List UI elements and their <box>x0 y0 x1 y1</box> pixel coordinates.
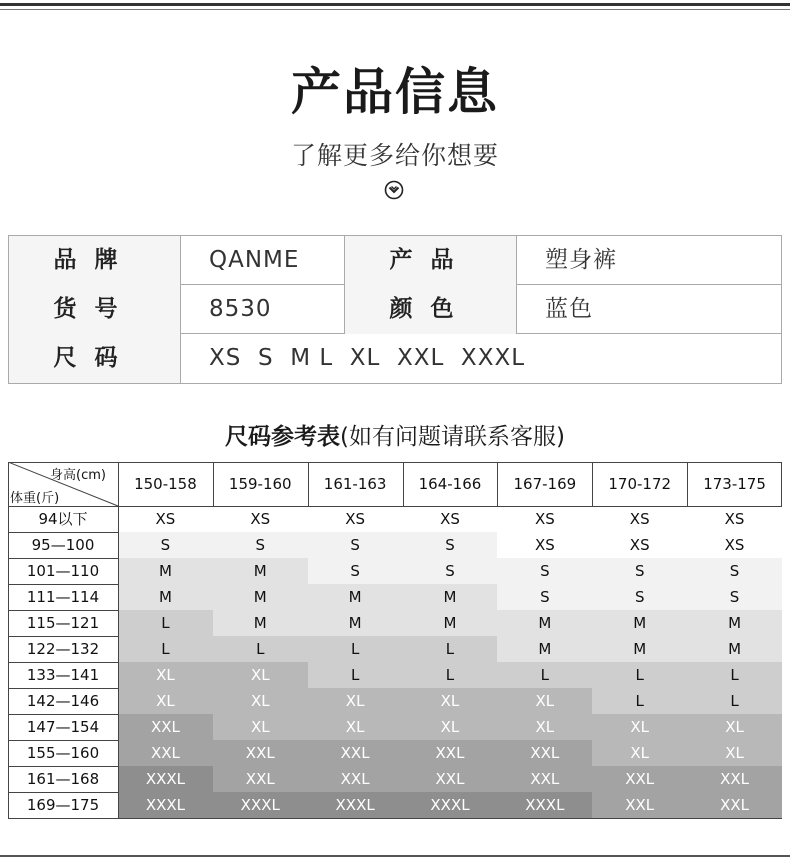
bottom-border <box>0 855 790 857</box>
size-cell: S <box>634 588 645 606</box>
size-cell: S <box>540 562 550 580</box>
size-cell: L <box>540 666 550 684</box>
size-cell: M <box>253 614 267 632</box>
size-cell: XXL <box>530 744 560 762</box>
weight-label: 142—146 <box>26 692 100 710</box>
size-value: XS S M L XL XXL XXXL <box>209 345 526 371</box>
size-cell: M <box>443 614 457 632</box>
size-cell: XXL <box>625 796 655 814</box>
weight-label: 155—160 <box>26 744 100 762</box>
height-header: 167-169 <box>513 475 577 493</box>
weight-label: 111—114 <box>26 588 100 606</box>
size-cell: S <box>445 562 455 580</box>
size-cell: M <box>633 640 647 658</box>
size-cell: XXXL <box>240 796 280 814</box>
size-cell: XS <box>724 510 745 528</box>
size-cell: XL <box>345 718 365 736</box>
size-cell: XL <box>156 666 175 684</box>
height-header: 150-158 <box>134 475 197 493</box>
weight-label: 94以下 <box>38 510 88 528</box>
size-cell: L <box>730 666 739 684</box>
size-cell: M <box>348 614 362 632</box>
size-cell: XL <box>440 692 460 710</box>
size-cell: M <box>538 614 552 632</box>
size-cell: XL <box>345 692 365 710</box>
grid-line <box>8 792 118 793</box>
size-cell: M <box>348 588 362 606</box>
info-row-brand <box>9 236 781 285</box>
size-cell: L <box>730 692 739 710</box>
grid-line <box>8 610 118 611</box>
grid-line <box>403 462 404 506</box>
size-cell: L <box>256 640 265 658</box>
grid-line <box>8 462 9 818</box>
product-label: 产品 <box>345 236 516 285</box>
chevron-down-circle-icon <box>384 180 404 200</box>
size-cell: XXL <box>435 770 465 788</box>
grid-line <box>8 532 118 533</box>
size-cell: S <box>729 588 740 606</box>
grid-line <box>8 584 118 585</box>
size-cell: XL <box>535 692 555 710</box>
size-cell: XXXL <box>145 770 186 788</box>
size-cell: XS <box>440 510 460 528</box>
size-cell: XL <box>156 692 175 710</box>
grid-line <box>118 462 119 818</box>
size-cell: XXL <box>340 770 370 788</box>
page-title: 产品信息 <box>291 63 499 121</box>
size-chart-title <box>0 418 790 451</box>
grid-line <box>8 506 782 507</box>
size-cell: M <box>633 614 647 632</box>
size-cell: S <box>634 562 645 580</box>
product-info-table <box>8 235 782 384</box>
weight-label: 122—132 <box>26 640 100 658</box>
grid-line <box>592 462 593 506</box>
size-cell: L <box>161 640 170 658</box>
height-header: 170-172 <box>608 475 672 493</box>
weight-label: 133—141 <box>26 666 100 684</box>
size-cell: XS <box>155 510 176 528</box>
size-cell: XS <box>724 536 745 554</box>
size-cell: XXL <box>530 770 560 788</box>
size-cell: XS <box>629 510 650 528</box>
top-border-thin <box>0 9 790 10</box>
grid-line <box>8 740 118 741</box>
size-cell: XXXL <box>145 796 186 814</box>
size-cell: XL <box>250 718 270 736</box>
info-row-item <box>9 285 781 334</box>
grid-line <box>8 462 782 463</box>
grid-line <box>8 636 118 637</box>
size-cell: XXL <box>720 796 750 814</box>
top-border <box>0 3 790 6</box>
brand-value: QANME <box>209 247 300 273</box>
grid-line <box>781 462 782 506</box>
size-cell: M <box>443 588 457 606</box>
size-cell: XS <box>534 510 555 528</box>
grid-line <box>8 818 782 819</box>
color-value: 蓝色 <box>545 296 593 322</box>
size-cell: M <box>253 588 267 606</box>
height-header: 173-175 <box>703 475 766 493</box>
weight-label: 147—154 <box>26 718 100 736</box>
size-cell: L <box>350 640 360 658</box>
size-cell: M <box>158 562 172 580</box>
size-cell: XXXL <box>335 796 375 814</box>
size-cell: XL <box>250 692 270 710</box>
item-no-value: 8530 <box>209 296 272 322</box>
size-cell: XXL <box>150 744 180 762</box>
size-cell: S <box>729 562 740 580</box>
weight-label: 161—168 <box>26 770 100 788</box>
grid-line <box>687 462 688 506</box>
grid-line <box>8 688 118 689</box>
size-cell: XL <box>725 744 744 762</box>
size-cell: XXL <box>150 718 180 736</box>
size-cell: M <box>728 614 742 632</box>
size-cell: M <box>158 588 172 606</box>
weight-label: 95—100 <box>31 536 95 554</box>
size-label: 尺码 <box>9 334 180 383</box>
grid-line <box>8 662 118 663</box>
size-cell: XS <box>534 536 555 554</box>
size-chart-title-note: (如有问题请联系客服) <box>340 424 565 450</box>
size-cell: M <box>538 640 552 658</box>
weight-label: 169—175 <box>26 796 100 814</box>
brand-label: 品牌 <box>9 236 180 285</box>
size-cell: XL <box>440 718 460 736</box>
size-cell: XL <box>250 666 270 684</box>
product-value: 塑身裤 <box>545 247 617 273</box>
size-cell: XS <box>250 510 271 528</box>
size-cell: XXXL <box>525 796 565 814</box>
page-subtitle: 了解更多给你想要 <box>290 141 499 170</box>
size-cell: S <box>350 562 360 580</box>
size-cell: S <box>350 536 360 554</box>
size-cell: XL <box>630 744 650 762</box>
size-cell: S <box>255 536 266 554</box>
size-cell: XS <box>629 536 650 554</box>
size-cell: XXL <box>245 770 275 788</box>
size-cell: L <box>350 666 360 684</box>
grid-line <box>8 558 118 559</box>
size-cell: XL <box>630 718 650 736</box>
size-cell: XXL <box>720 770 750 788</box>
size-cell: XXXL <box>430 796 470 814</box>
size-cell: L <box>161 614 170 632</box>
size-cell: XL <box>535 718 555 736</box>
info-row-size <box>9 334 781 383</box>
color-label: 颜色 <box>345 285 516 334</box>
grid-line <box>308 462 309 506</box>
size-cell: M <box>253 562 267 580</box>
weight-label: 115—121 <box>26 614 100 632</box>
size-cell: XXL <box>340 744 370 762</box>
size-chart <box>8 462 782 818</box>
size-cell: M <box>728 640 742 658</box>
size-cell: XXL <box>245 744 275 762</box>
size-cell: S <box>445 536 455 554</box>
corner-diagonal <box>8 462 119 507</box>
grid-line <box>213 462 214 506</box>
size-cell: L <box>635 666 644 684</box>
size-cell: XL <box>725 718 744 736</box>
grid-line <box>8 766 118 767</box>
grid-line <box>497 462 498 506</box>
size-cell: XXL <box>625 770 655 788</box>
height-header: 159-160 <box>228 475 292 493</box>
corner-height-label: 身高(cm) <box>50 468 106 483</box>
size-cell: L <box>445 666 455 684</box>
size-cell: S <box>540 588 550 606</box>
height-header: 164-166 <box>418 475 482 493</box>
weight-label: 101—110 <box>26 562 100 580</box>
item-no-label: 货号 <box>9 285 180 334</box>
height-header: 161-163 <box>323 475 387 493</box>
corner-weight-label: 体重(斤) <box>10 491 60 506</box>
size-cell: S <box>160 536 171 554</box>
size-cell: XS <box>345 510 366 528</box>
size-cell: L <box>635 692 644 710</box>
size-chart-title-main: 尺码参考表 <box>225 424 341 450</box>
grid-line <box>8 714 118 715</box>
size-cell: XXL <box>435 744 465 762</box>
size-cell: L <box>445 640 455 658</box>
